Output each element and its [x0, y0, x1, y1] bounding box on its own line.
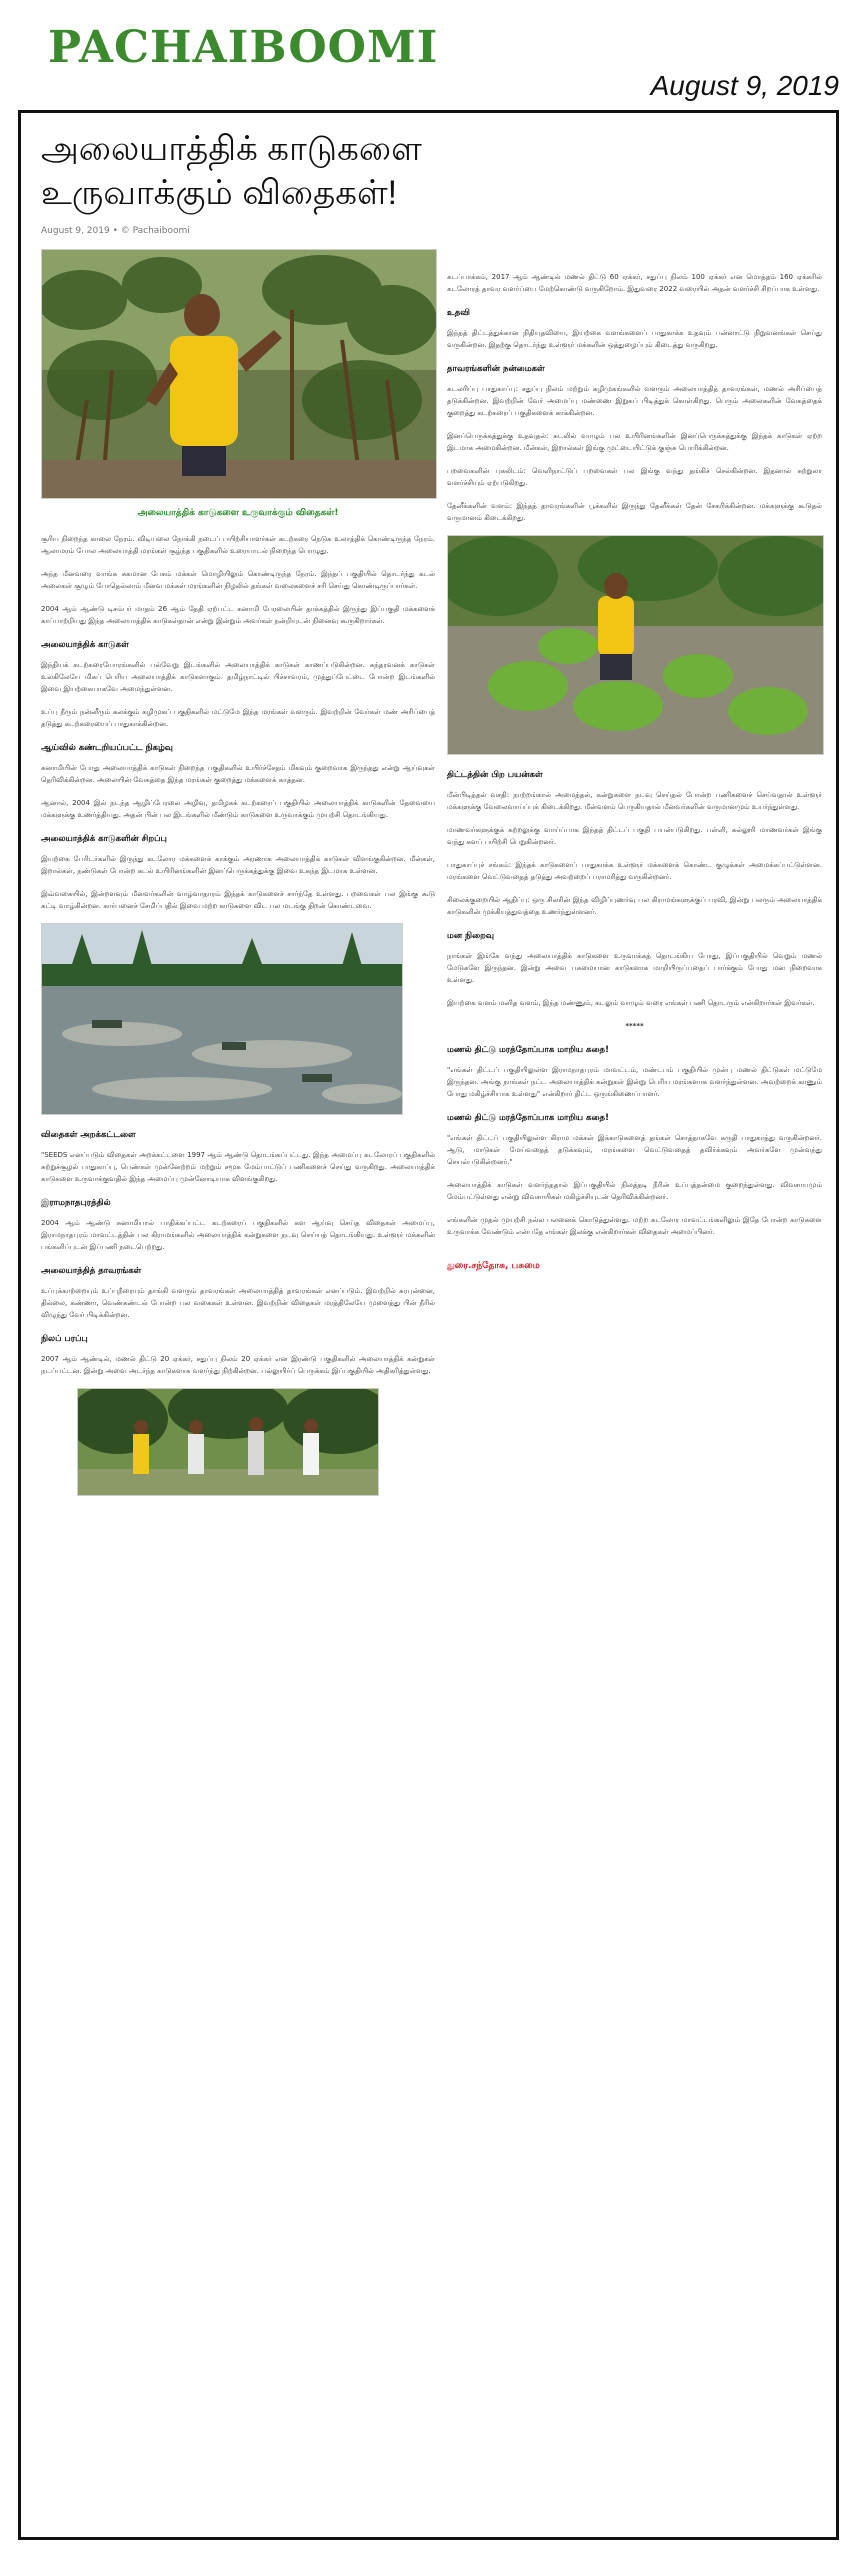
right-section-3 [447, 769, 822, 918]
right2-section-1 [447, 1112, 822, 1238]
section-heading: அலையாத்திக் காடுகள் [41, 640, 129, 650]
photo-caption: அலையாத்திக் காடுகளை உருவாக்கும் விதைகள்! [137, 508, 339, 518]
page-date: August 9, 2019 [650, 70, 839, 101]
paragraph: இயற்கை வளம் மனித வளம், இந்த மண்ணும், கடலும் வாழும் வரை எங்கள் பணி தொடரும் என்கிறார்கள் இவர்கள். [447, 999, 815, 1007]
section-heading: நிலப் பரப்பு [41, 1334, 88, 1344]
left-body-1 [41, 533, 435, 912]
paragraph: சுனாமியின் போது அலையாத்திக் காடுகள் நிறைந்த பகுதிகளில் உயிர்ச்சேதம் மிகவும் குறைவாக இருந்தது என்று ஆய்வுகள் தெரிவிக்கின்றன. அலையின் வேகத்தை இந்த மரங்கள் குறைத்து மக்களைக் காத்தன. [41, 764, 435, 784]
paragraph: நாங்கள் இங்கே வந்து அலையாத்திக் காடுகளை உருவாக்கத் தொடங்கிய போது, இப்பகுதியில் வெறும் மணல் மேடுகளே இருந்தன. இன்று அவை பசுமையான காடுகளாக மாறியிருப்பதைப் பார்க்கும் போது மன நிறைவாக உள்ளது. [447, 952, 822, 984]
paragraph: இயற்கை பேரிடர்களில் இருந்து கடலோர மக்களைக் காக்கும் அரணாக அலையாத்திக் காடுகள் விளங்குகின்றன. மீன்கள், இறால்கள், நண்டுகள் போன்ற கடல் உயிரினங்களின் இனப்பெருக்கத்துக்கு இவை உகந்த இடமாக உள்ளன. [41, 855, 435, 875]
left-section-0 [41, 533, 435, 627]
left-column [41, 113, 435, 1496]
left-section-3 [41, 833, 435, 912]
section-heading: ஆய்வில் கண்டறியப்பட்ட நிகழ்வு [41, 743, 173, 753]
article-photo-coast [41, 923, 403, 1115]
section-separator: ***** [625, 1022, 644, 1030]
article-byline: August 9, 2019 • © Pachaiboomi [41, 226, 190, 236]
paragraph: கடப்பாக்கம், 2017 ஆம் ஆண்டில் மணல் திட்டு 60 ஏக்கர், சதுப்பு நிலம் 100 ஏக்கர் என மொத்தம் 160 ஏக்கரில் கடலோரத் தாவர வளர்ப்பை மேற்கொண்டு வருகிறோம். இதுவரை 2022 வரையில் அதன் வளர்ச்சி சிறப்பாக உள்ளது. [447, 273, 822, 293]
section-heading: அலையாத்திக் காடுகளின் சிறப்பு [41, 834, 167, 844]
paragraph: "எங்கள் திட்டப் பகுதியிலுள்ள இராமநாதபுரம் மாவட்டம், மண்டபம் பகுதியில் முன்பு மணல் திட்டுகள் மட்டுமே இருந்தன. அங்கு நாங்கள் நட்ட அலையாத்திக் கன்றுகள் இன்று பெரிய மரங்களாக வளர்ந்துள்ளன. அவற்றைக் காணும் போது மகிழ்ச்சியாக உள்ளது" என்கிறார் திட்ட ஒருங்கிணைப்பாளர். [447, 1066, 822, 1098]
right-section-1 [447, 307, 822, 351]
section-heading: மணல் திட்டு மரத்தோப்பாக மாறிய கதை! [447, 1045, 609, 1055]
paragraph: அந்த மீனவரை வாங்க சுகமான பேசும் மக்கள் மொழியிலும் கொண்டிருந்த நேரம். இந்தப் பகுதியில் தொடர்ந்து கடல் அலைகள் சூழும் போதெல்லாம் மீனவ மக்கள் மரங்களின் நிழலில் தங்கள் வலைகளைச் சரி செய்து கொண்டிருப்பார்கள். [41, 570, 435, 590]
paragraph: சூரிய நிறைந்த காலை நேரம். விடியலை நோக்கி நடைப் பயிற்சியாளர்கள் கடற்கரை நெடுக உலாத்திக் கொண்டிருந்த நேரம். ஆலாமரம் போல அலையாத்தி மரங்கள் சூழ்ந்த பகுதிகளில் உரையாடல் நிறைந்த பொழுது. [41, 535, 435, 555]
article-title: அலையாத்திக் காடுகளை உருவாக்கும் விதைகள்! [41, 130, 422, 212]
article-frame [18, 110, 839, 2540]
author-signoff: துரை.சந்தோசு, பசுமை [447, 1261, 540, 1271]
paragraph: எங்களின் முதல் முயற்சி நல்ல பலனைக் கொடுத்துள்ளது. மற்ற கடலோர மாவட்டங்களிலும் இதே போன்ற காடுகளை உருவாக்க வேண்டும் என்பதே எங்கள் இலக்கு என்கிறார்கள் விதைகள் அமைப்பினர். [447, 1216, 822, 1236]
section-heading: விதைகள் அறக்கட்டளை [41, 1130, 136, 1140]
saplings-photo [448, 536, 823, 754]
paragraph: பாதுகாப்புச் சங்கம்: இந்தக் காடுகளைப் பாதுகாக்க உள்ளூர் மக்களைக் கொண்ட குழுக்கள் அமைக்கப்பட்டுள்ளன. மரங்களை வெட்டுவதைத் தடுத்து அவற்றைப் பராமரித்து வருகின்றனர். [447, 861, 822, 881]
right-section-0 [447, 271, 822, 295]
paragraph: "SEEDS எனப்படும் விதைகள் அறக்கட்டளை 1997 ஆம் ஆண்டு தொடங்கப்பட்டது. இந்த அமைப்பு கடலோரப் பகுதிகளில் சுற்றுச்சூழல் பாதுகாப்பு, பெண்கள் முன்னேற்றம் மற்றும் சமூக மேம்பாட்டுப் பணிகளைச் செய்து வருகிறது. அலையாத்திக் காடுகளை உருவாக்குவதில் இந்த அமைப்பு முன்னோடியாக விளங்குகிறது. [41, 1151, 435, 1183]
section-heading: மணல் திட்டு மரத்தோப்பாக மாறிய கதை! [447, 1113, 609, 1123]
paragraph: ஆனால், 2004 இல் நடந்த ஆழிப்பேரலை அழிவு, தமிழகக் கடற்கரைப் பகுதியில் அலையாத்திக் காடுகளின் தேவையை மக்களுக்கு உணர்த்தியது. அதன் பின் பல இடங்களில் மீண்டும் காடுகளை உருவாக்கும் முயற்சி தொடங்கியது. [41, 799, 435, 819]
paragraph: "எங்கள் திட்டப் பகுதியிலுள்ள கிராம மக்கள் இக்காடுகளைத் தங்கள் சொத்தாகவே கருதி பாதுகாத்து வருகின்றனர். ஆடு, மாடுகள் மேய்வதைத் தடுக்கவும், மரங்களை வெட்டுவதைத் தவிர்க்கவும் அவர்களே முன்வந்து செயல்படுகின்றனர்." [447, 1134, 822, 1166]
left2-section-2 [41, 1265, 435, 1321]
paragraph: தேனீக்களின் வளம்: இந்தத் தாவரங்களின் பூக்களில் இருந்து தேனீக்கள் தேன் சேகரிக்கின்றன. மக்களுக்கு கூடுதல் வருமானம் கிடைக்கிறது. [447, 502, 822, 522]
coast-photo [42, 924, 402, 1114]
left2-section-1 [41, 1197, 435, 1253]
paragraph: சிலைக்குறையில் ஆதிப்பு: ஒரு சிலரின் இந்த விழிப்புணர்வு பல கிராமங்களுக்குப் பரவி, இன்று பலரும் அலையாத்திக் காடுகளின் முக்கியத்துவத்தை உணர்ந்துள்ளனர். [447, 896, 822, 916]
article-photo-saplings [447, 535, 824, 755]
paragraph: இனப்பெருக்கத்துக்கு உதவுதல்: கடலில் வாழும் பல உயிரினங்களின் இனப்பெருக்கத்துக்கு இந்தக் காடுகள் ஏற்ற இடமாக அமைகின்றன. மீன்கள், இறால்கள் இங்கு முட்டையிட்டுக் குஞ்சு பொரிக்கின்றன. [447, 432, 822, 452]
paragraph: கடலரிப்பு பாதுகாப்பு: சதுப்பு நிலம் மற்றும் கழிமுகங்களில் வளரும் அலையாத்தித் தாவரங்கள், மணல் அரிப்பைத் தடுக்கின்றன. இவற்றின் வேர் அமைப்பு மண்ணை இறுகப் பிடித்துக் கொள்கிறது. பெரும் அலைகளின் வேகத்தைக் குறைத்து கடற்கரைப் பகுதிகளைக் காக்கின்றன. [447, 385, 822, 417]
paragraph: இந்தியக் கடற்கரையோரங்களில் பல்வேறு இடங்களில் அலையாத்திக் காடுகள் காணப்படுகின்றன. சுந்தரவனக் காடுகள் உலகிலேயே மிகப் பெரிய அலையாத்திக் காடுகளாகும். தமிழ்நாட்டில் பிச்சாவரம், முத்துப்பேட்டை போன்ற இடங்களில் இவை இயற்கையாகவே அமைந்துள்ளன. [41, 661, 435, 693]
paragraph: இந்தத் திட்டத்துக்கான நிதியுதவியை, இயற்கை வளங்களைப் பாதுகாக்க உதவும் பன்னாட்டு நிறுவனங்கள் செய்து வருகின்றன. இதற்கு தொடர்ந்து உள்ளூர் மக்களின் ஒத்துழைப்பும் கிடைத்து வருகிறது. [447, 329, 822, 349]
paragraph: உப்பு நீரும் நன்னீரும் கலக்கும் கழிமுகப் பகுதிகளில் மட்டுமே இந்த மரங்கள் வளரும். இவற்றின் வேர்கள் மண் அரிப்பைத் தடுத்து கடற்கரையைப் பாதுகாக்கின்றன. [41, 708, 435, 728]
masthead[interactable]: PACHAIBOOMI [48, 22, 439, 73]
left2-section-0 [41, 1129, 435, 1185]
section-heading: அலையாத்தித் தாவரங்கள் [41, 1266, 142, 1276]
paragraph: 2004 ஆம் ஆண்டு டிசம்பர் மாதம் 26 ஆம் தேதி ஏற்பட்ட சுனாமி பேரலையின் தாக்கத்தில் இருந்து இப்பகுதி மக்களைக் காப்பாற்றியது இந்த அலையாத்திக் காடுகள்தான் என்று இன்றும் அவர்கள் நன்றியுடன் நினைவு கூருகிறார்கள். [41, 605, 435, 625]
paragraph: அலையாத்திக் காடுகள் வளர்ந்ததால் இப்பகுதியில் நிலத்தடி நீரின் உப்புத்தன்மை குறைந்துள்ளது. விவசாயமும் மேம்பட்டுள்ளது என்று விவசாயிகள் மகிழ்ச்சியுடன் தெரிவிக்கின்றனர். [447, 1181, 822, 1201]
right-section-2 [447, 363, 822, 524]
section-heading: உதவி [447, 308, 470, 318]
right-section-4 [447, 930, 822, 1009]
paragraph: மீன்பிடித்தல் வசதி: நாற்றங்கால் அமைத்தல், கன்றுகளை நடவு செய்தல் போன்ற பணிகளைச் செய்வதால் உள்ளூர் மக்களுக்கு வேலைவாய்ப்புக் கிடைக்கிறது. மீன்வளம் பெருகியதால் மீனவர்களின் வருமானமும் உயர்ந்துள்ளது. [447, 791, 822, 811]
section-heading: இராமநாதபுரத்தில் [41, 1198, 111, 1208]
article-photo-mangrove [41, 249, 437, 499]
mangrove-photo [42, 250, 436, 498]
paragraph: இவ்வகையில், இன்றளவும் மீனவர்களின் வாழ்வாதாரம் இந்தக் காடுகளைச் சார்ந்தே உள்ளது. பறவைகள் பல இங்கு கூடு கட்டி வாழ்கின்றன. கார்பனைச் சேமிப்பதில் இவை மற்ற காடுகளை விட பல மடங்கு திறன் கொண்டவை. [41, 890, 435, 910]
left2-section-3 [41, 1333, 435, 1377]
section-heading: தாவரங்களின் நன்மைகள் [447, 364, 545, 374]
left-section-2 [41, 742, 435, 821]
right-column [447, 271, 822, 1272]
paragraph: 2007 ஆம் ஆண்டில், மணல் திட்டு 20 ஏக்கர், சதுப்பு நிலம் 20 ஏக்கர் என இரண்டு பகுதிகளில் அலையாத்திக் கன்றுகள் நடப்பட்டன. இன்று அவை அடர்ந்த காடுகளாக வளர்ந்து நிற்கின்றன. பல்லுயிர்ப் பெருக்கம் இப்பகுதியில் அதிகரித்துள்ளது. [41, 1355, 435, 1375]
paragraph: மாணவர்களுக்குக் கற்றலுக்கு வாய்ப்பாக இந்தத் திட்டப் பகுதி பயன்படுகிறது. பள்ளி, கல்லூரி மாணவர்கள் இங்கு வந்து களப் பயிற்சி பெறுகின்றனர். [447, 826, 822, 846]
left-section-1 [41, 639, 435, 730]
article-photo-group [77, 1388, 379, 1496]
paragraph: 2004 ஆம் ஆண்டு சுனாமியால் பாதிக்கப்பட்ட கடற்கரைப் பகுதிகளில் கள ஆய்வு செய்த விதைகள் அமைப்பு, இராமநாதபுரம் மாவட்டத்தின் பல கிராமங்களில் அலையாத்திக் கன்றுகளை நடவு செய்யத் தொடங்கியது. உள்ளூர் மக்களின் பங்களிப்புடன் இப்பணி நடைபெற்றது. [41, 1219, 435, 1251]
left-body-2 [41, 1129, 435, 1377]
section-heading: மன நிறைவு [447, 931, 495, 941]
right2-section-0 [447, 1044, 822, 1100]
paragraph: பறவைகளின் புகலிடம்: வெளிநாட்டுப் பறவைகள் பல இங்கு வந்து தங்கிச் செல்கின்றன. இதனால் சுற்றுலா வளர்ச்சியும் ஏற்படுகிறது. [447, 467, 822, 487]
section-heading: திட்டத்தின் பிற பயன்கள் [447, 770, 543, 780]
paragraph: உப்புக்காற்றையும் உப்புநீரையும் தாங்கி வளரும் தாவரங்கள் அலையாத்தித் தாவரங்கள் எனப்படும். இவற்றில் சுரபுன்னை, தில்லை, கண்ணா, வெண்கண்டல் போன்ற பல வகைகள் உள்ளன. இவற்றின் விதைகள் மரத்திலேயே முளைத்து பின் நீரில் விழுந்து வேர் பிடிக்கின்றன. [41, 1287, 435, 1319]
group-photo [78, 1389, 378, 1495]
